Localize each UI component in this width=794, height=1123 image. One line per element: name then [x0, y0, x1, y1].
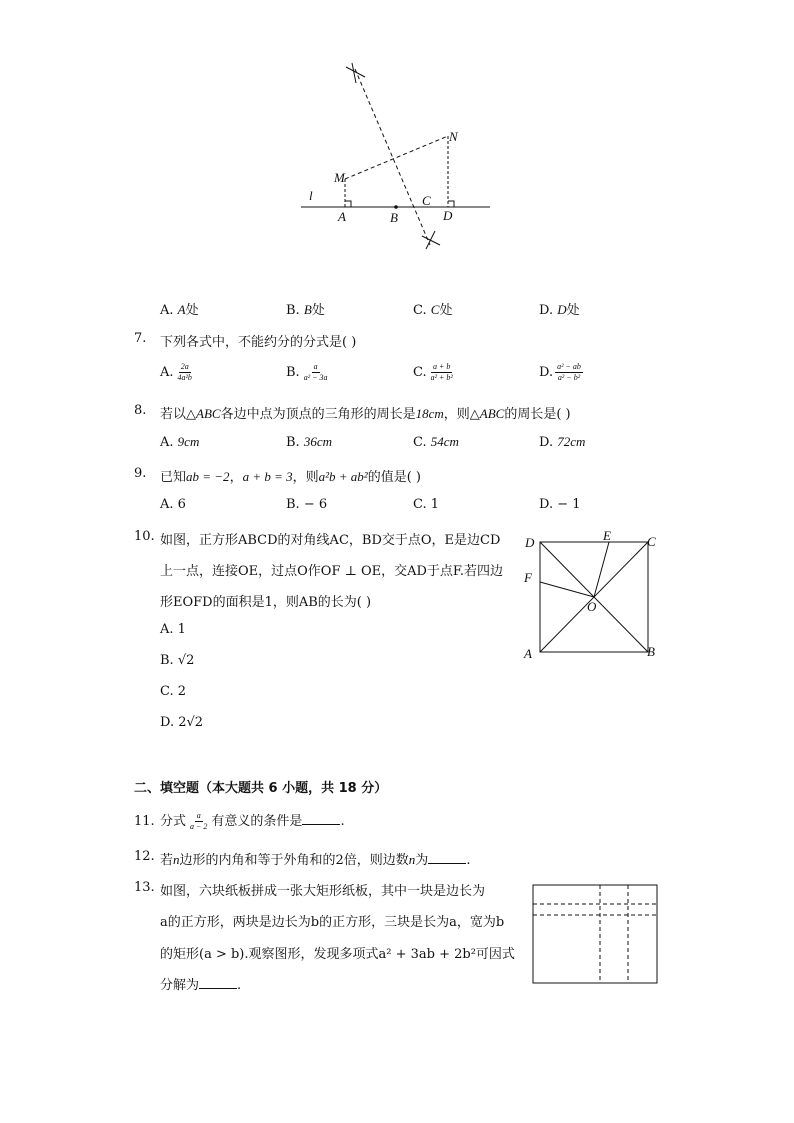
right-angle-a	[345, 201, 351, 207]
outer-rectangle	[533, 885, 657, 983]
q11-answer-blank[interactable]	[302, 812, 340, 825]
square-abcd-figure	[530, 535, 660, 660]
q10-line-2: 上一点，连接OE，过点O作OF ⊥ OE，交AD于点F.若四边	[160, 564, 504, 579]
sq-label-e: E	[603, 528, 611, 543]
q13-line-2: a的正方形，两块是边长为b的正方形，三块是长为a，宽为b	[160, 915, 505, 930]
q11-stem: 分式 $\frac{a}{a - 2}$ 有意义的条件是 .	[160, 811, 345, 831]
q7-stem: 下列各式中，不能约分的分式是( )	[160, 335, 357, 350]
q8-number: 8.	[134, 403, 147, 418]
q7-option-a[interactable]: A. $\frac{2a}{\text{4a²b}}$	[160, 362, 192, 382]
q8-option-a[interactable]: A. 9cm	[160, 434, 200, 450]
q6-option-a[interactable]: A. A处	[160, 302, 199, 318]
label-m: M	[334, 170, 345, 185]
segment-of	[540, 582, 594, 597]
q7-option-d[interactable]: D. $\frac{\text{a² − ab}}{\text{a² − b²}}$	[539, 362, 581, 382]
label-a: A	[338, 209, 346, 224]
q11-number: 11.	[134, 814, 155, 829]
q8-option-b[interactable]: B. 36cm	[286, 434, 332, 450]
q9-option-a[interactable]: A. 6	[160, 497, 186, 512]
segment-mn	[345, 136, 448, 179]
q10-option-c[interactable]: C. 2	[160, 684, 187, 699]
rectangle-tiling-figure	[530, 882, 660, 986]
q9-stem: 已知ab = −2，a + b = 3，则a²b + ab²的值是( )	[160, 469, 421, 485]
q9-option-b[interactable]: B. − 6	[286, 497, 328, 512]
q12-answer-blank[interactable]	[428, 851, 466, 864]
sq-label-d: D	[525, 535, 535, 550]
q9-number: 9.	[134, 466, 147, 481]
q8-option-c[interactable]: C. 54cm	[413, 434, 459, 450]
section-2-title: 二、填空题（本大题共 6 小题，共 18 分）	[134, 781, 388, 796]
q10-number: 10.	[134, 529, 155, 544]
q9-option-d[interactable]: D. − 1	[539, 497, 581, 512]
q10-option-a[interactable]: A. 1	[160, 622, 186, 637]
q13-answer-blank[interactable]	[199, 976, 237, 989]
arc-mark-top	[346, 63, 365, 83]
q8-stem: 若以△ABC各边中点为顶点的三角形的周长是18cm，则△ABC的周长是( )	[160, 406, 571, 422]
label-b: B	[390, 210, 398, 225]
label-n: N	[449, 129, 458, 144]
label-c: C	[422, 193, 431, 208]
q10-line-1: 如图，正方形ABCD的对角线AC，BD交于点O，E是边CD	[160, 533, 501, 548]
label-l: l	[309, 188, 313, 203]
q7-option-c[interactable]: C. $\frac{a + b}{\text{a² + b²}}$	[413, 362, 453, 382]
q7-number: 7.	[134, 331, 147, 346]
q6-option-d[interactable]: D. D处	[539, 302, 580, 318]
q8-option-d[interactable]: D. 72cm	[539, 434, 586, 450]
sq-label-c: C	[647, 534, 656, 549]
q12-stem: 若n边形的内角和等于外角和的2倍，则边数n为 .	[160, 852, 471, 868]
point-b	[394, 205, 398, 209]
q13-line-3: 的矩形(a > b).观察图形，发现多项式a² + 3ab + 2b²可因式	[160, 947, 515, 962]
q9-option-c[interactable]: C. 1	[413, 497, 440, 512]
q13-line-4: 分解为 .	[160, 978, 242, 993]
sq-label-a: A	[524, 646, 532, 661]
q13-line-1: 如图，六块纸板拼成一张大矩形纸板，其中一块是边长为	[160, 884, 486, 899]
q10-option-d[interactable]: D. 2√2	[160, 715, 204, 730]
q12-number: 12.	[134, 849, 155, 864]
q6-option-c[interactable]: C. C处	[413, 302, 453, 318]
perpendicular-bisector-figure	[290, 55, 500, 260]
q10-line-3: 形EOFD的面积是1，则AB的长为( )	[160, 595, 372, 610]
sq-label-o: O	[587, 599, 597, 614]
sq-label-f: F	[524, 570, 532, 585]
q7-option-b[interactable]: B. $\frac{a}{\text{a² − 3a}}$	[286, 362, 328, 382]
label-d: D	[443, 208, 453, 223]
q13-number: 13.	[134, 880, 155, 895]
right-angle-d	[448, 201, 454, 207]
q10-option-b[interactable]: B. √2	[160, 653, 195, 668]
q6-option-b[interactable]: B. B处	[286, 302, 325, 318]
sq-label-b: B	[647, 644, 655, 659]
